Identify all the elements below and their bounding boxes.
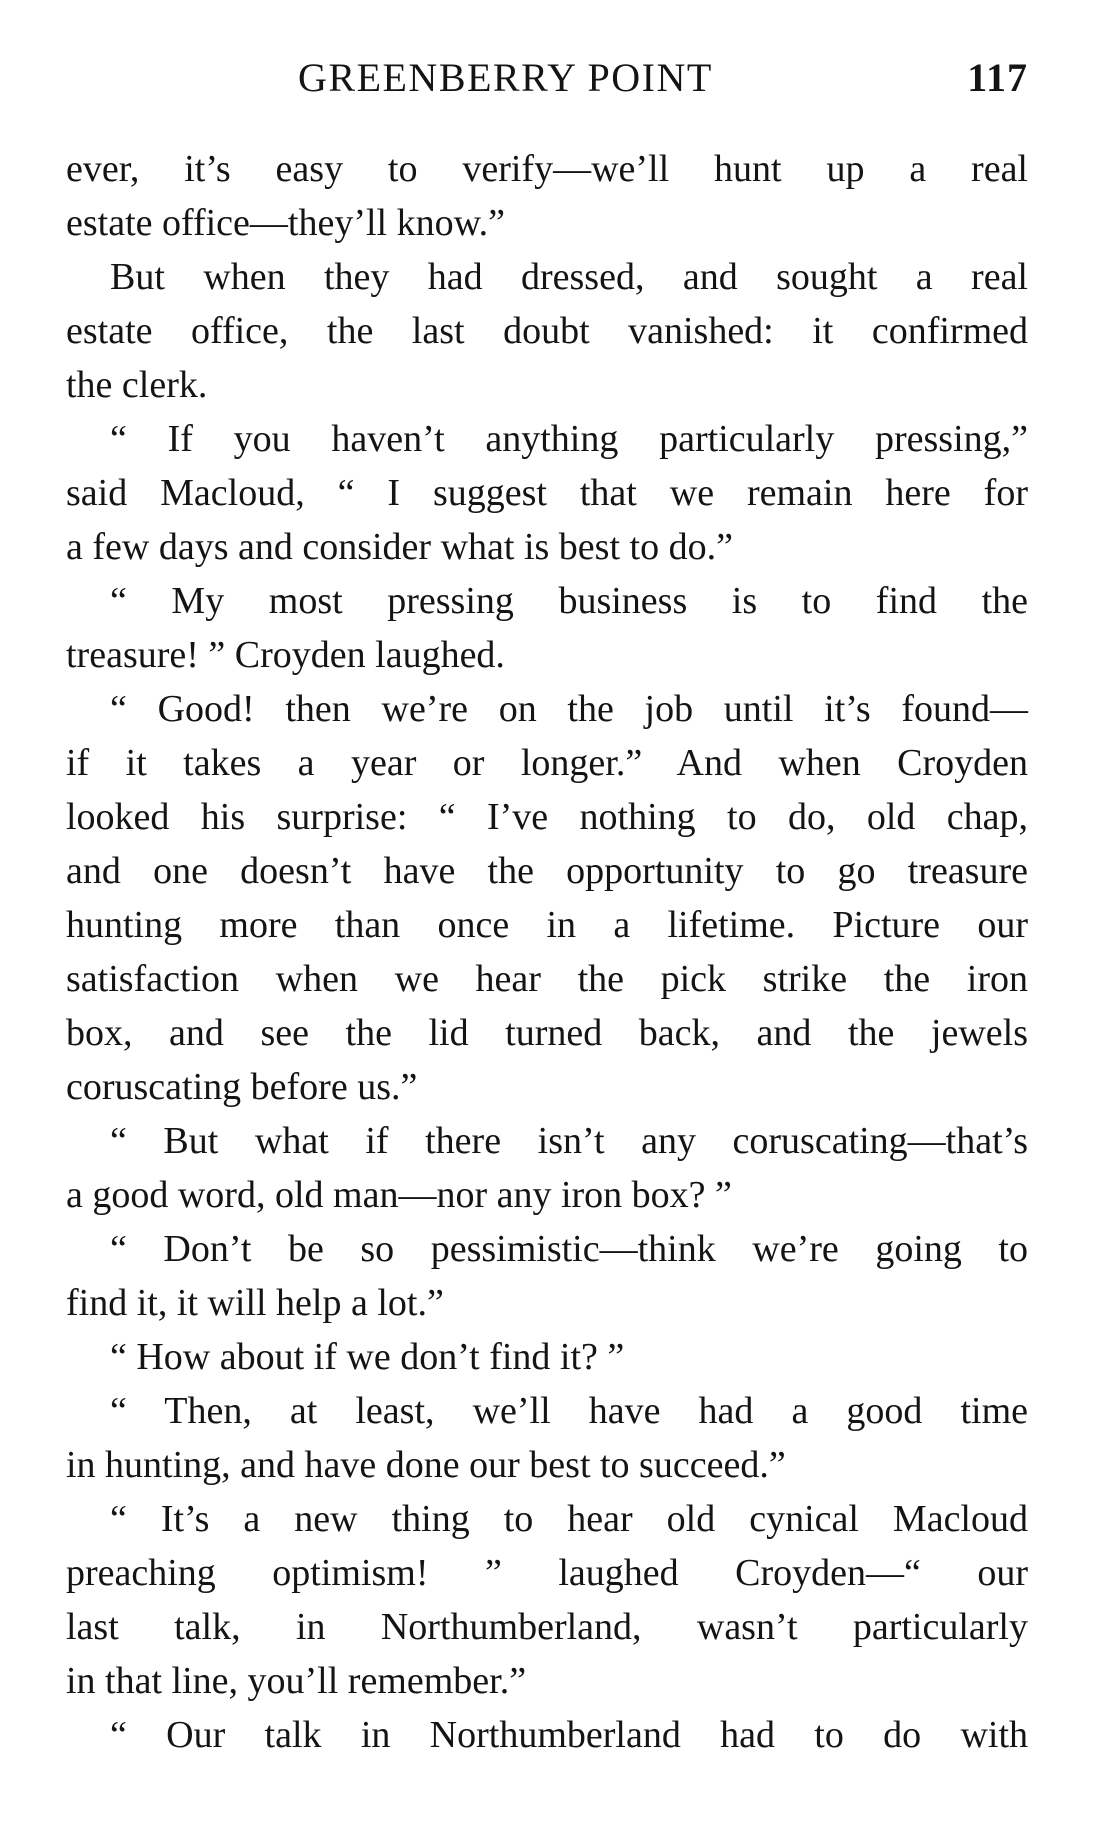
page-header: [66, 48, 1028, 108]
page-number: 117: [967, 55, 1028, 100]
running-head: GREENBERRY POINT: [298, 55, 713, 100]
text-line: find it, it will help a lot.”: [66, 1282, 444, 1324]
text-line: treasure! ” Croyden laughed.: [66, 634, 505, 676]
text-line: preaching optimism! ” laughed Croyden—“ our: [66, 1552, 1028, 1594]
text-line: “ But what if there isn’t any coruscating—that’s: [110, 1120, 1028, 1162]
text-line: “ It’s a new thing to hear old cynical Macloud: [110, 1498, 1028, 1540]
text-line: “ My most pressing business is to find the: [110, 580, 1028, 622]
text-line: coruscating before us.”: [66, 1066, 418, 1108]
text-line: the clerk.: [66, 364, 208, 406]
text-line: and one doesn’t have the opportunity to go treasure: [66, 850, 1028, 892]
body-text: [66, 142, 1028, 1762]
text-line: estate office, the last doubt vanished: it confirmed: [66, 310, 1028, 352]
text-line: “ Don’t be so pessimistic—think we’re going to: [110, 1228, 1028, 1270]
text-line: “ If you haven’t anything particularly pressing,”: [110, 418, 1028, 460]
text-line: looked his surprise: “ I’ve nothing to do, old chap,: [66, 796, 1028, 838]
text-line: hunting more than once in a lifetime. Picture our: [66, 904, 1028, 946]
text-line: satisfaction when we hear the pick strike the iron: [66, 958, 1028, 1000]
text-line: “ Good! then we’re on the job until it’s found—: [110, 688, 1028, 730]
text-line: ever, it’s easy to verify—we’ll hunt up a real: [66, 148, 1028, 190]
text-line: “ How about if we don’t find it? ”: [110, 1336, 625, 1378]
text-line: box, and see the lid turned back, and the jewels: [66, 1012, 1028, 1054]
text-line: “ Our talk in Northumberland had to do with: [110, 1714, 1028, 1756]
text-line: in hunting, and have done our best to succeed.”: [66, 1444, 786, 1486]
text-line: last talk, in Northumberland, wasn’t particularly: [66, 1606, 1028, 1648]
text-line: in that line, you’ll remember.”: [66, 1660, 527, 1702]
text-line: “ Then, at least, we’ll have had a good time: [110, 1390, 1028, 1432]
text-line: But when they had dressed, and sought a real: [110, 256, 1028, 298]
text-line: if it takes a year or longer.” And when Croyden: [66, 742, 1028, 784]
text-line: said Macloud, “ I suggest that we remain here for: [66, 472, 1028, 514]
text-line: a good word, old man—nor any iron box? ”: [66, 1174, 732, 1216]
text-line: a few days and consider what is best to do.”: [66, 526, 733, 568]
text-line: estate office—they’ll know.”: [66, 202, 505, 244]
